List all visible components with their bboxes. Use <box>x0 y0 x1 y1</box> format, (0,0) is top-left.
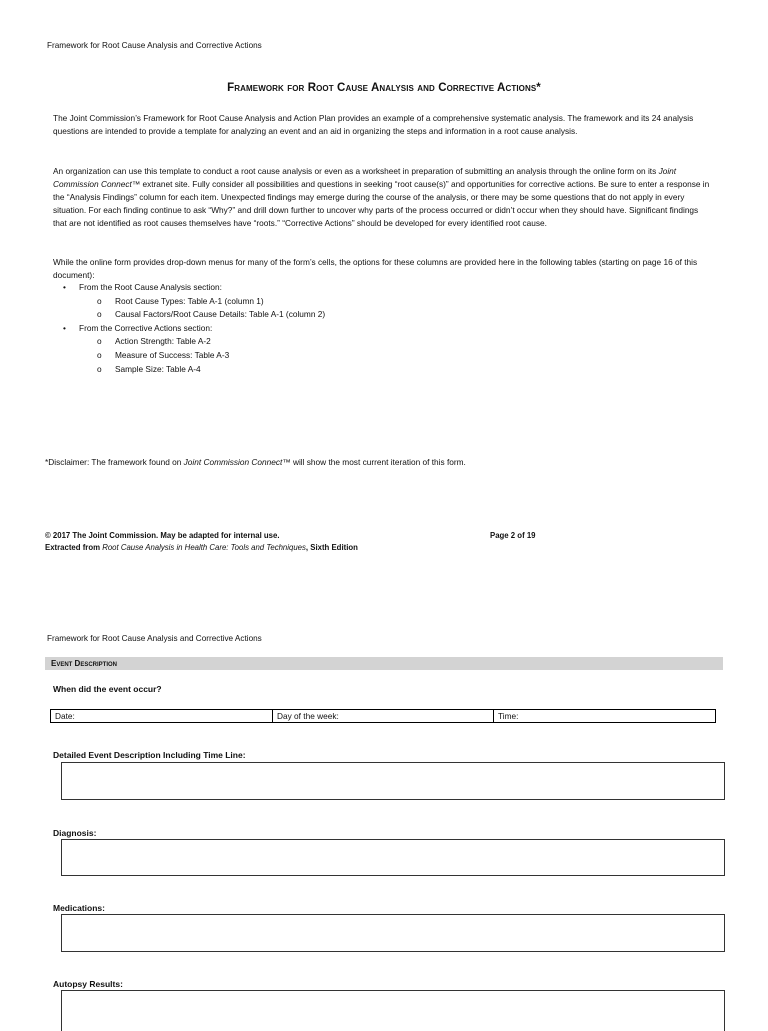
disclaimer-text-start: *Disclaimer: The framework found on <box>45 457 184 467</box>
book-title: Root Cause Analysis in Health Care: Tools and Techniques <box>102 543 306 552</box>
running-header: Framework for Root Cause Analysis and Corrective Actions <box>47 634 262 643</box>
table-reference-list <box>53 281 713 376</box>
intro-paragraph: The Joint Commission’s Framework for Root Cause Analysis and Action Plan provides an example of a comprehensive systematic analysis. The framework and its 24 analysis questions are intended to provide a template for analyzing an event and an aid in organizing the steps and information in a root cause analysis. <box>53 113 694 136</box>
medications-label: Medications: <box>53 903 105 913</box>
date-time-row <box>50 709 716 723</box>
time-label: Time: <box>498 711 519 721</box>
document-title: Framework for Root Cause Analysis and Corrective Actions* <box>227 82 541 94</box>
list-item: o Root Cause Types: Table A-1 (column 1) <box>53 295 713 309</box>
autopsy-results-label: Autopsy Results: <box>53 979 123 989</box>
day-of-week-field[interactable] <box>272 710 493 722</box>
day-label: Day of the week: <box>277 711 339 721</box>
list-item: o Sample Size: Table A-4 <box>53 363 713 377</box>
when-question-label: When did the event occur? <box>53 684 162 694</box>
footer-copyright: © 2017 The Joint Commission. May be adapted for internal use. <box>45 531 280 540</box>
joint-commission-connect-text: Joint Commission Connect <box>183 457 283 467</box>
detailed-description-input[interactable] <box>61 762 725 800</box>
disclaimer <box>45 456 705 469</box>
footer-extracted-from: Extracted from Root Cause Analysis in Health Care: Tools and Techniques, Sixth Edition <box>45 543 358 552</box>
list-item: o Causal Factors/Root Cause Details: Table A-1 (column 2) <box>53 308 713 322</box>
dropdown-info-paragraph: While the online form provides drop-down menus for many of the form’s cells, the options for these columns are provided here in the following tables (starting on page 16 of this document): <box>53 257 698 280</box>
detailed-description-label: Detailed Event Description Including Time Line: <box>53 750 246 760</box>
running-header: Framework for Root Cause Analysis and Corrective Actions <box>47 41 262 50</box>
autopsy-results-input[interactable] <box>61 990 725 1031</box>
date-label: Date: <box>55 711 75 721</box>
date-field[interactable] <box>51 710 272 722</box>
paragraph-text-start: An organization can use this template to conduct a root cause analysis or even as a worksheet in preparation of submitting an analysis through the online form on its <box>53 166 659 176</box>
list-item: o Measure of Success: Table A-3 <box>53 349 713 363</box>
list-item: • From the Root Cause Analysis section: <box>53 281 713 295</box>
paragraph-text-end: ™ extranet site. Fully consider all possibilities and questions in seeking “root cause(s)” and opportunities for corrective actions. Be sure to enter a response in the “Analysis Findings” column for each item. Unexpected findings may emerge during the course of the analysis, or there may be some questions that do not apply in every situation. For each finding continue to ask “Why?” and drill down further to uncover why parts of the process occurred or didn’t occur when they should have. Significant findings that are not identified as root causes themselves have “roots.” “Corrective Actions” should be developed for every identified root cause. <box>53 179 710 228</box>
footer-page-number: Page 2 of 19 <box>490 531 536 540</box>
joint-commission-connect-text: Joint Commission Connect <box>53 166 677 189</box>
medications-input[interactable] <box>61 914 725 952</box>
disclaimer-text-end: ™ will show the most current iteration of this form. <box>282 457 466 467</box>
diagnosis-label: Diagnosis: <box>53 828 97 838</box>
list-item: o Action Strength: Table A-2 <box>53 335 713 349</box>
diagnosis-input[interactable] <box>61 839 725 876</box>
section-header-event-description: Event Description <box>45 657 723 670</box>
time-field[interactable] <box>493 710 715 722</box>
template-usage-paragraph <box>53 165 713 230</box>
list-item: • From the Corrective Actions section: <box>53 322 713 336</box>
